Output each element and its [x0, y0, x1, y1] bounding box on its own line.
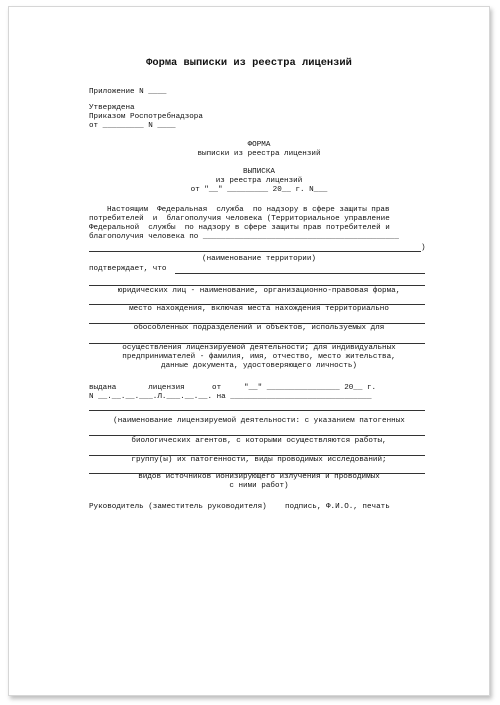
confirms-line — [175, 273, 425, 274]
form-heading-2: выписки из реестра лицензий — [197, 150, 321, 158]
extract-heading-2: из реестра лицензий — [215, 177, 303, 185]
extract-heading-1: ВЫПИСКА — [243, 168, 275, 176]
caption-legal-entity: юридических лиц - наименование, организационно-правовая форма, — [117, 287, 401, 295]
document-page — [8, 6, 490, 696]
approved-line-2: Приказом Роспотребнадзора — [89, 113, 203, 121]
extract-heading-3: от "__" _________ 20__ г. N___ — [190, 186, 328, 194]
issued-line-1: выдана лицензия от "__" ________________ 20__ г. — [89, 384, 377, 392]
approved-line-1: Утверждена — [89, 104, 135, 112]
caption-sources-2: с ними работ) — [229, 482, 289, 490]
caption-sources-1: видов источников ионизирующего излучения и проводимых — [138, 473, 380, 481]
appendix-label: Приложение N ____ — [89, 88, 167, 96]
caption-activity-2: предпринимателей - фамилия, имя, отчество, место жительства, — [122, 353, 396, 361]
caption-activity-1: осуществления лицензируемой деятельности; для индивидуальных — [122, 344, 396, 352]
intro-line-2: потребителей и благополучия человека (Территориальное управление — [89, 215, 390, 223]
intro-line-1: Настоящим Федеральная служба по надзору в сфере защиты прав — [107, 206, 390, 214]
caption-location: место нахождения, включая места нахождения территориально — [129, 305, 389, 313]
intro-line-3: Федеральной службы по надзору в сфере защиты прав потребителей и — [89, 224, 390, 232]
caption-subdivisions: обособленных подразделений и объектов, используемых для — [133, 324, 385, 332]
caption-groups: группу(ы) их патогенности, виды проводимых исследований; — [131, 456, 387, 464]
intro-line-5: ) — [421, 244, 426, 252]
approved-line-3: от _________ N ____ — [89, 122, 176, 130]
document-title: Форма выписки из реестра лицензий — [146, 57, 352, 69]
intro-line-4: благополучия человека по ___________________________________________ — [89, 233, 399, 241]
confirms-label: подтверждает, что — [89, 265, 167, 273]
blank-line-5 — [89, 410, 425, 411]
blank-line-6 — [89, 435, 425, 436]
territory-caption: (наименование территории) — [202, 255, 316, 263]
blank-line-1 — [89, 285, 425, 286]
signature-line: Руководитель (заместитель руководителя) подпись, Ф.И.О., печать — [89, 503, 390, 511]
issued-line-2: N __.__.__.___.Л.___.__.__. на _______________________________ — [89, 393, 372, 401]
territory-line — [89, 251, 421, 252]
caption-activity-name: (наименование лицензируемой деятельности: с указанием патогенных — [113, 417, 405, 425]
caption-activity-3: данные документа, удостоверяющего личность) — [161, 362, 357, 370]
caption-bio-agents: биологических агентов, с которыми осуществляются работы, — [131, 437, 387, 445]
form-heading-1: ФОРМА — [247, 141, 271, 149]
